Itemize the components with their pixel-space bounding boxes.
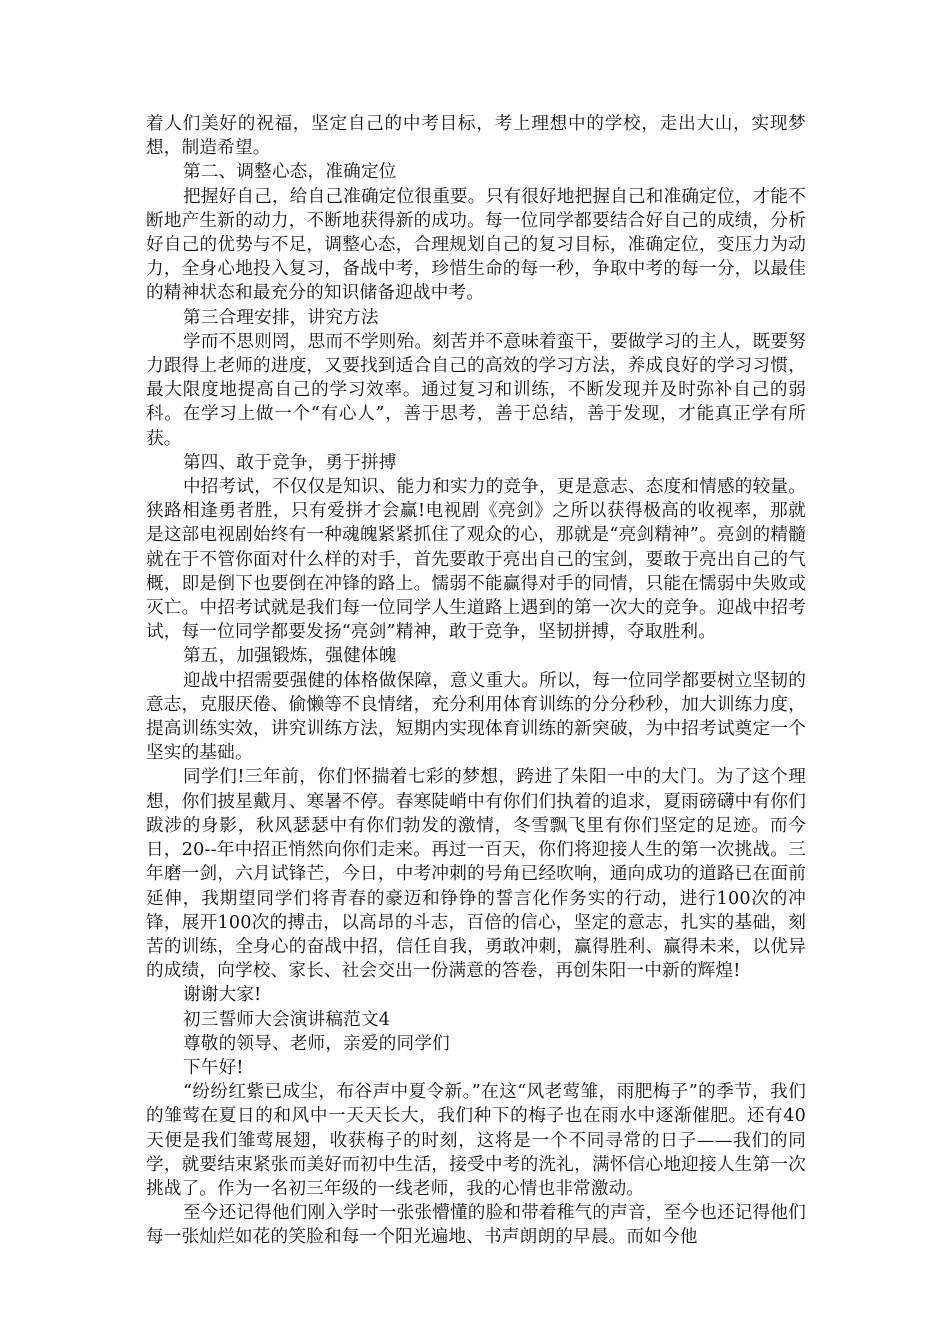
- heading-section-2: 第二、调整心态，准确定位: [183, 162, 397, 183]
- paragraph-5: 学而不思则罔，思而不学则殆。刻苦并不意味着蛮干，要做学习的主人，既要努力跟得上老师的进度，又要找到适合自己的高效的学习方法，养成良好的学习习惯，最大限度地提高自己的学习效率。通过复习和训练，不断发现并及时弥补自己的弱科。在学习上做一个“有心人”，善于思考，善于总结，善于发现，才能真正学有所获。: [146, 331, 806, 449]
- paragraph-3: 把握好自己，给自己准确定位很重要。只有很好地把握自己和准确定位，才能不断地产生新的动力，不断地获得新的成功。每一位同学都要结合好自己的成绩，分析好自己的优势与不足，调整心态，合理规划自己的复习目标，准确定位，变压力为动力，全身心地投入复习，备战中考，珍惜生命的每一秒，争取中考的每一分，以最佳的精神状态和最充分的知识储备迎战中考。: [146, 186, 806, 304]
- heading-section-3: 第三合理安排，讲究方法: [183, 307, 379, 328]
- heading-section-4: 第四、敢于竞争，勇于拼搏: [183, 452, 397, 473]
- salutation: 尊敬的领导、老师，亲爱的同学们: [183, 1033, 450, 1054]
- heading-section-5: 第五，加强锻炼，强健体魄: [183, 646, 397, 667]
- greeting: 下午好!: [183, 1057, 244, 1078]
- closing-thanks: 谢谢大家!: [183, 985, 262, 1006]
- paragraph-7: 中招考试，不仅仅是知识、能力和实力的竞争，更是意志、态度和情感的较量。狭路相逢勇者胜，只有爱拼才会赢!电视剧《亮剑》之所以获得极高的收视率，那就是这部电视剧始终有一种魂魄紧紧抓住了观众的心，那就是“亮剑精神”。亮剑的精髓就在于不管你面对什么样的对手，首先要敢于亮出自己的宝剑，要敢于亮出自己的气概，即是倒下也要倒在冲锋的路上。懦弱不能赢得对手的同情，只能在懦弱中失败或灭亡。中招考试就是我们每一位同学人生道路上遇到的第一次大的竞争。迎战中招考试，每一位同学都要发扬“亮剑”精神，敢于竞争，坚韧拼搏，夺取胜利。: [146, 477, 806, 643]
- paragraph-1: 着人们美好的祝福，坚定自己的中考目标，考上理想中的学校，走出大山，实现梦想，制造希望。: [146, 114, 806, 159]
- paragraph-9: 迎战中招需要强健的体格做保障，意义重大。所以，每一位同学都要树立坚韧的意志，克服厌倦、偷懒等不良情绪，充分利用体育训练的分分秒秒，加大训练力度，提高训练实效，讲究训练方法，短期内实现体育训练的新突破，为中招考试奠定一个坚实的基础。: [146, 670, 806, 764]
- document-body: [146, 112, 806, 1250]
- speech-title: 初三誓师大会演讲稿范文4: [183, 1009, 391, 1030]
- paragraph-15: “纷纷红紫已成尘，布谷声中夏令新。”在这“风老莺雏，雨肥梅子”的季节，我们的雏莺在夏日的和风中一天天长大，我们种下的梅子也在雨水中逐渐催肥。还有40天便是我们雏莺展翅，收获梅子的时刻，这将是一个不同寻常的日子——我们的同学，就要结束紧张而美好而初中生活，接受中考的洗礼，满怀信心地迎接人生第一次挑战了。作为一名初三年级的一线老师，我的心情也非常激动。: [146, 1082, 806, 1199]
- paragraph-16: 至今还记得他们刚入学时一张张懵懂的脸和带着稚气的声音，至今也还记得他们每一张灿烂如花的笑脸和每一个阳光遍地、书声朗朗的早晨。而如今他: [146, 1203, 806, 1248]
- paragraph-10: 同学们!三年前，你们怀揣着七彩的梦想，跨进了朱阳一中的大门。为了这个理想，你们披星戴月、寒暑不停。春寒陡峭中有你们们执着的追求，夏雨磅礴中有你们跋涉的身影，秋风瑟瑟中有你们勃发的激情，冬雪飘飞里有你们坚定的足迹。而今日，20--年中招正悄然向你们走来。再过一百天，你们将迎接人生的第一次挑战。三年磨一剑，六月试锋芒，今日，中考冲刺的号角已经吹响，通向成功的道路已在面前延伸，我期望同学们将青春的豪迈和铮铮的誓言化作务实的行动，进行100次的冲锋，展开100次的搏击，以高昂的斗志，百倍的信心，坚定的意志，扎实的基础，刻苦的训练，全身心的奋战中招，信任自我，勇敢冲刺，赢得胜利、赢得未来，以优异的成绩，向学校、家长、社会交出一份满意的答卷，再创朱阳一中新的辉煌!: [146, 767, 806, 982]
